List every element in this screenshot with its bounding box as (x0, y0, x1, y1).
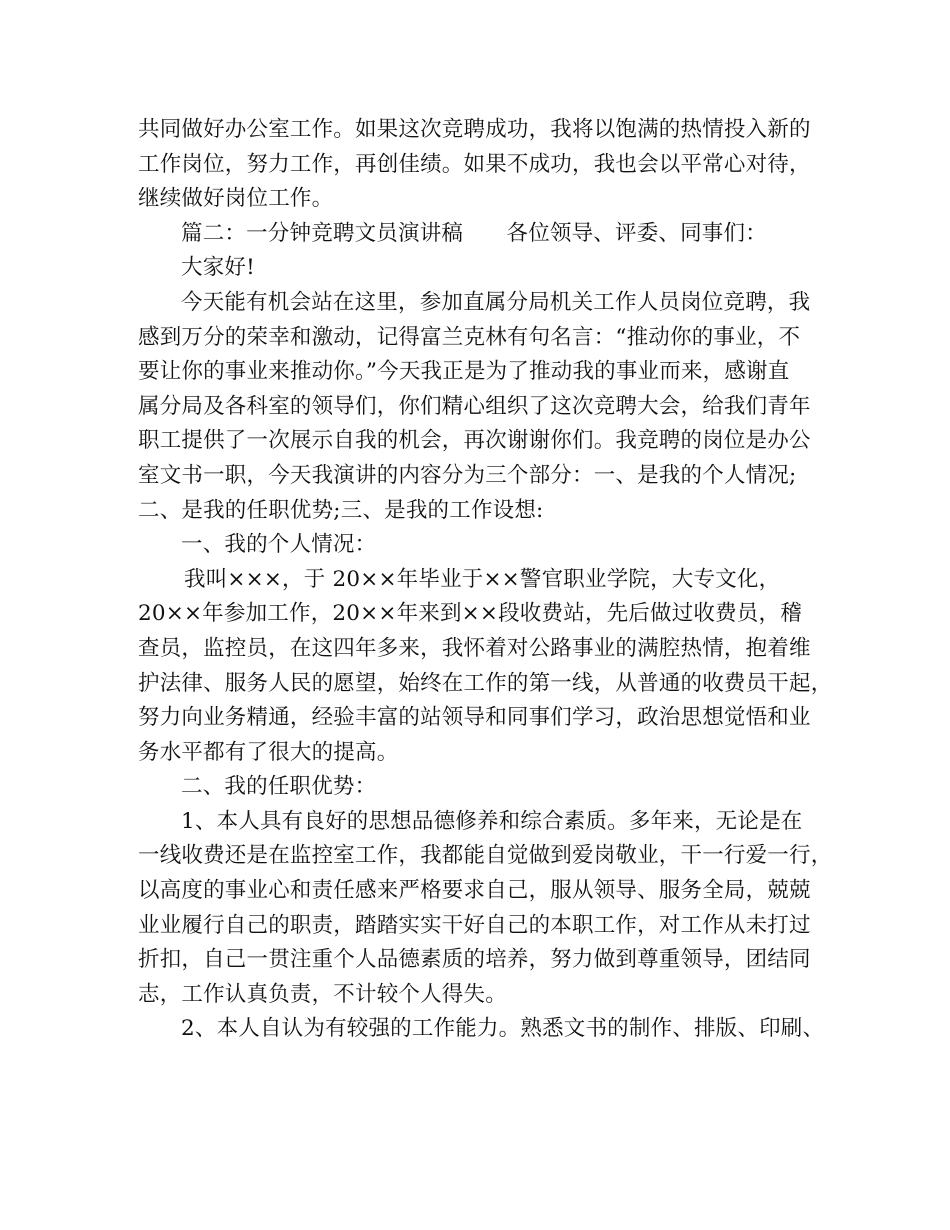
text-line: 二、是我的任职优势;三、是我的工作设想: (138, 497, 544, 523)
text-line: 共同做好办公室工作。如果这次竞聘成功，我将以饱满的热情投入新的 (138, 117, 811, 142)
section-heading: 篇二：一分钟竞聘文员演讲稿 各位领导、评委、同事们： (181, 220, 767, 246)
text-line: 室文书一职，今天我演讲的内容分为三个部分：一、是我的个人情况; (138, 462, 797, 488)
text-line: 业业履行自己的职责，踏踏实实干好自己的本职工作，对工作从未打过 (138, 912, 811, 938)
text-line: 一线收费还是在监控室工作，我都能自觉做到爱岗敬业，干一行爱一行， (138, 843, 833, 869)
document-body (138, 113, 833, 1047)
text-line: 努力向业务精通，经验丰富的站领导和同事们学习，政治思想觉悟和业 (138, 705, 811, 731)
text-line: 2、本人自认为有较强的工作能力。熟悉文书的制作、排版、印刷、 (181, 1016, 825, 1042)
text-line: 折扣，自己一贯注重个人品德素质的培养，努力做到尊重领导，团结同 (138, 947, 811, 973)
text-line: 查员，监控员，在这四年多来，我怀着对公路事业的满腔热情，抱着维 (138, 635, 811, 661)
text-line: 职工提供了一次展示自我的机会，再次谢谢你们。我竞聘的岗位是办公 (138, 428, 811, 454)
text-line: 我叫×××，于 20××年毕业于××警官职业学院，大专文化， (184, 566, 781, 592)
text-line: 1、本人具有良好的思想品德修养和综合素质。多年来，无论是在 (181, 808, 803, 834)
greeting: 大家好! (181, 255, 255, 281)
text-line: 护法律、服务人民的愿望，始终在工作的第一线，从普通的收费员干起， (138, 670, 833, 696)
text-line: 属分局及各科室的领导们，你们精心组织了这次竞聘大会，给我们青年 (138, 393, 811, 419)
text-line: 感到万分的荣幸和激动，记得富兰克林有句名言：“推动你的事业，不 (138, 324, 801, 350)
text-line: 以高度的事业心和责任感来严格要求自己，服从领导、服务全局，兢兢 (138, 878, 811, 904)
text-line: 务水平都有了很大的提高。 (138, 739, 399, 765)
subheading: 二、我的任职优势： (181, 774, 377, 800)
text-line: 工作岗位，努力工作，再创佳绩。如果不成功，我也会以平常心对待， (138, 151, 811, 177)
text-line: 继续做好岗位工作。 (138, 186, 334, 212)
text-line: 志，工作认真负责，不计较个人得失。 (138, 981, 507, 1007)
text-line: 要让你的事业来推动你。”今天我正是为了推动我的事业而来，感谢直 (138, 359, 790, 385)
text-line: 20××年参加工作，20××年来到××段收费站，先后做过收费员，稽 (138, 601, 802, 627)
subheading: 一、我的个人情况： (181, 532, 377, 558)
text-line: 今天能有机会站在这里，参加直属分局机关工作人员岗位竞聘，我 (181, 289, 811, 315)
